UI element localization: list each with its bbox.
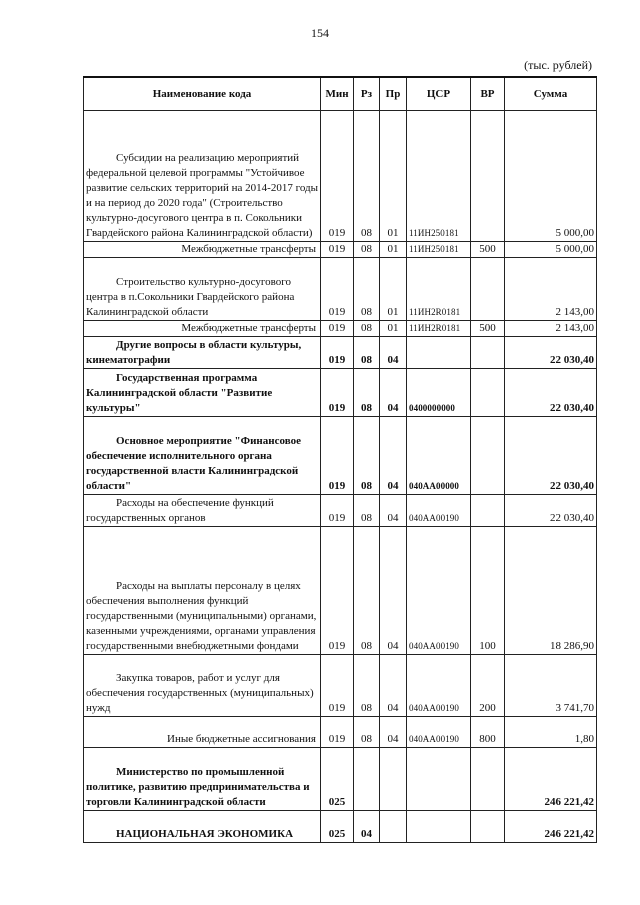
row-sum: 22 030,40 [505,369,597,417]
row-vr: 500 [471,242,505,258]
row-rz: 08 [354,717,380,748]
row-csr: 040АА00190 [407,655,471,717]
table-row [84,811,597,843]
row-sum: 2 143,00 [505,321,597,337]
row-vr [471,748,505,811]
row-min: 019 [321,417,354,495]
header-pr: Пр [380,77,407,111]
row-rz: 08 [354,111,380,242]
table-row [84,748,597,811]
row-rz: 08 [354,242,380,258]
row-rz: 08 [354,369,380,417]
row-name: Расходы на обеспечение функций государственных органов [84,495,321,527]
row-rz: 08 [354,258,380,321]
page-number: 154 [311,26,329,40]
row-name: Закупка товаров, работ и услуг для обеспечения государственных (муниципальных) нужд [84,655,321,717]
table-row [84,717,597,748]
row-pr: 01 [380,242,407,258]
row-pr: 04 [380,369,407,417]
row-pr: 04 [380,337,407,369]
row-sum: 3 741,70 [505,655,597,717]
row-min: 019 [321,369,354,417]
table-body [84,111,597,843]
row-name: Министерство по промышленной политике, развитию предпринимательства и торговли Калининградской области [84,748,321,811]
row-name: Строительство культурно-досугового центра в п.Сокольники Гвардейского района Калининградской области [84,258,321,321]
row-min: 019 [321,527,354,655]
header-name: Наименование кода [84,77,321,111]
row-min: 019 [321,495,354,527]
row-vr [471,417,505,495]
header-vr: ВР [471,77,505,111]
row-sum: 22 030,40 [505,337,597,369]
row-name: Основное мероприятие "Финансовое обеспечение исполнительного органа государственной власти Калининградской области" [84,417,321,495]
row-pr: 01 [380,111,407,242]
table-row [84,337,597,369]
row-rz: 04 [354,811,380,843]
row-pr [380,811,407,843]
row-rz [354,748,380,811]
row-vr: 800 [471,717,505,748]
table-row [84,242,597,258]
row-pr: 01 [380,321,407,337]
row-rz: 08 [354,321,380,337]
row-vr [471,337,505,369]
row-min: 025 [321,748,354,811]
row-vr: 200 [471,655,505,717]
header-rz: Рз [354,77,380,111]
table-row [84,258,597,321]
row-min: 019 [321,717,354,748]
row-sum: 5 000,00 [505,111,597,242]
row-pr: 04 [380,417,407,495]
row-name: НАЦИОНАЛЬНАЯ ЭКОНОМИКА [84,811,321,843]
row-name: Межбюджетные трансферты [84,242,321,258]
row-sum: 1,80 [505,717,597,748]
row-sum: 246 221,42 [505,748,597,811]
row-name: Другие вопросы в области культуры, кинематографии [84,337,321,369]
row-rz: 08 [354,417,380,495]
row-min: 025 [321,811,354,843]
row-name: Межбюджетные трансферты [84,321,321,337]
table-row [84,495,597,527]
row-csr: 11ИН250181 [407,242,471,258]
row-csr: 040АА00190 [407,717,471,748]
table-row [84,111,597,242]
row-min: 019 [321,337,354,369]
header-csr: ЦСР [407,77,471,111]
row-vr [471,258,505,321]
row-sum: 5 000,00 [505,242,597,258]
table-row [84,321,597,337]
table-row [84,417,597,495]
table-row [84,655,597,717]
row-vr: 100 [471,527,505,655]
row-pr: 04 [380,655,407,717]
row-name: Иные бюджетные ассигнования [84,717,321,748]
row-min: 019 [321,242,354,258]
row-pr: 01 [380,258,407,321]
row-pr: 04 [380,527,407,655]
row-csr: 040АА00190 [407,495,471,527]
row-csr: 040АА00000 [407,417,471,495]
row-csr: 11ИН2R0181 [407,321,471,337]
row-csr [407,337,471,369]
row-csr [407,811,471,843]
row-vr [471,811,505,843]
row-csr: 11ИН250181 [407,111,471,242]
row-vr: 500 [471,321,505,337]
row-min: 019 [321,321,354,337]
row-vr [471,111,505,242]
row-name: Государственная программа Калининградской области "Развитие культуры" [84,369,321,417]
row-sum: 2 143,00 [505,258,597,321]
table-row [84,369,597,417]
units-label: (тыс. рублей) [524,58,592,72]
row-name: Расходы на выплаты персоналу в целях обеспечения выполнения функций государственными (муниципальными) органами, казенными учреждениями, органами управления государственными внебюджетными фондами [84,527,321,655]
row-sum: 22 030,40 [505,417,597,495]
row-csr [407,748,471,811]
row-csr: 040АА00190 [407,527,471,655]
table-row [84,527,597,655]
row-rz: 08 [354,337,380,369]
row-sum: 246 221,42 [505,811,597,843]
row-sum: 18 286,90 [505,527,597,655]
row-rz: 08 [354,527,380,655]
row-vr [471,369,505,417]
row-rz: 08 [354,655,380,717]
row-sum: 22 030,40 [505,495,597,527]
header-min: Мин [321,77,354,111]
table-header-row [84,77,597,111]
row-pr [380,748,407,811]
row-csr: 11ИН2R0181 [407,258,471,321]
header-sum: Сумма [505,77,597,111]
budget-table [83,76,597,843]
row-min: 019 [321,655,354,717]
row-pr: 04 [380,495,407,527]
row-rz: 08 [354,495,380,527]
row-name: Субсидии на реализацию мероприятий федеральной целевой программы "Устойчивое развитие сельских территорий на 2014-2017 годы и на период до 2020 года" (Строительство культурно-досугового центра в п. Сокольники Гвардейского района Калининградской области) [84,111,321,242]
row-vr [471,495,505,527]
row-csr: 0400000000 [407,369,471,417]
row-pr: 04 [380,717,407,748]
row-min: 019 [321,258,354,321]
row-min: 019 [321,111,354,242]
